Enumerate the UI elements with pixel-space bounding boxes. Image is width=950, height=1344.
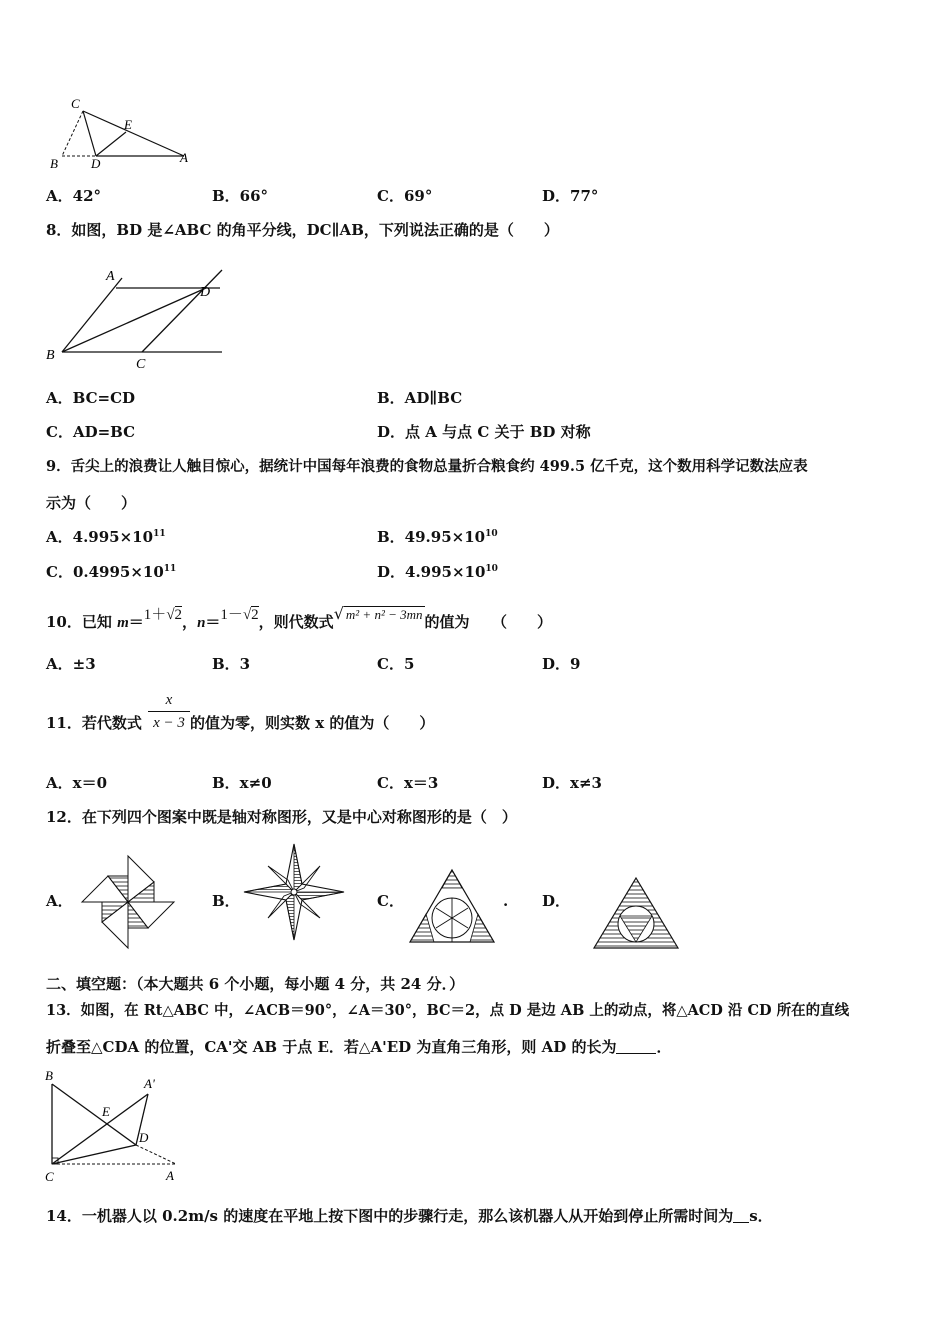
q10-option-d[interactable]: D．9 [542, 655, 581, 673]
q10-suffix: 的值为 （ ） [424, 613, 553, 631]
q7-option-d[interactable]: D．77° [542, 187, 599, 205]
q9-option-a-exp: 11 [153, 529, 166, 539]
q13-label-b: B [45, 1068, 53, 1083]
q12-option-b[interactable]: B． [212, 892, 240, 910]
q11-denominator: x − 3 [153, 715, 185, 731]
q8-label-d: D [200, 285, 211, 300]
q11-option-a[interactable]: A．x＝0 [46, 774, 108, 792]
q13-label-e: E [102, 1104, 110, 1119]
q12-option-d[interactable]: D． [542, 892, 571, 910]
q13-line1: 13．如图，在 Rt△ABC 中，∠ACB＝90°，∠A＝30°，BC＝2，点 D 是边 AB 上的动点，将△ACD 沿 CD 所在的直线 [46, 1002, 850, 1019]
q9-option-b-exp: 10 [485, 529, 498, 539]
q13-answer-blank[interactable] [616, 1037, 656, 1054]
q7-label-a: A [180, 150, 188, 165]
q7-label-e: E [124, 117, 132, 132]
q7-option-b[interactable]: B．66° [212, 187, 269, 205]
q10-radicand: m² + n² − 3mn [345, 607, 423, 622]
q7-triangle-figure [46, 96, 196, 170]
q10-option-c[interactable]: C．5 [377, 655, 415, 673]
q13-label-a: A [166, 1168, 174, 1183]
q10-sqrt-m-value: 2 [174, 607, 183, 623]
section2-title: 二、填空题：（本大题共 6 个小题，每小题 4 分，共 24 分．） [46, 975, 465, 993]
q8-stem: 8．如图，BD 是∠ABC 的角平分线，DC∥AB，下列说法正确的是（ ） [46, 221, 559, 239]
q14-end: s． [749, 1207, 773, 1225]
q13-line2 [46, 1037, 671, 1057]
q13-line2-text: 折叠至△CDA 的位置，CA'交 AB 于点 E．若△A'ED 为直角三角形，则 AD 的长为 [46, 1038, 617, 1056]
q12-option-c[interactable]: C． [377, 892, 404, 910]
radical-sign-icon: √ [166, 607, 175, 623]
q10-stem [46, 598, 552, 630]
q10-m-val: 1＋ [143, 607, 167, 623]
q13-triangle-fold-figure [40, 1068, 190, 1188]
q11-prefix: 11．若代数式 [46, 714, 142, 732]
q7-option-a[interactable]: A．42° [46, 187, 102, 205]
q12-dot: . [503, 892, 509, 910]
q13-label-a-prime: A' [144, 1076, 155, 1091]
q9-option-a-label: A．4.995×10 [46, 528, 154, 546]
q10-sqrt-m [166, 599, 182, 631]
q8-label-c: C [136, 357, 146, 372]
q14-text: 14．一机器人以 0.2m/s 的速度在平地上按下图中的步骤行走，那么该机器人从开始到停止所需时间为 [46, 1207, 734, 1225]
q10-eq1: ＝ [128, 613, 144, 631]
q10-option-b[interactable]: B．3 [212, 655, 251, 673]
q8-label-a: A [106, 269, 115, 284]
q14-stem [46, 1206, 773, 1226]
q11-fraction [148, 690, 190, 733]
q9-stem-line2: 示为（ ） [46, 494, 137, 512]
q10-option-a[interactable]: A．±3 [46, 655, 96, 673]
q12-triangle-circle-figure[interactable] [406, 866, 498, 946]
q12-triangle-inscribed-circle-figure[interactable] [592, 876, 680, 950]
q14-answer-blank[interactable] [733, 1206, 749, 1223]
q9-option-d-exp: 10 [485, 564, 498, 574]
q10-sqrt-n-value: 2 [251, 607, 259, 623]
q10-mid: ，则代数式 [258, 613, 334, 631]
q9-option-c-exp: 11 [163, 564, 177, 574]
q12-stem: 12．在下列四个图案中既是轴对称图形，又是中心对称图形的是（ ） [46, 808, 517, 826]
q10-sqrt-n [243, 599, 259, 631]
radical-sign-icon: √ [333, 604, 344, 623]
q12-compass-star-figure[interactable] [240, 840, 348, 944]
q10-prefix: 10．已知 [46, 613, 118, 631]
q9-stem-line1: 9．舌尖上的浪费让人触目惊心，据统计中国每年浪费的食物总量折合粮食约 499.5 亿千克，这个数用科学记数法应表 [46, 458, 808, 475]
q9-option-c[interactable] [46, 562, 176, 582]
q13-label-c: C [45, 1169, 54, 1184]
q7-label-b: B [50, 156, 58, 170]
q8-option-c[interactable]: C．AD=BC [46, 423, 136, 441]
q8-option-a[interactable]: A．BC=CD [46, 389, 136, 407]
q11-option-d[interactable]: D．x≠3 [542, 774, 602, 792]
q13-end: ． [656, 1038, 672, 1056]
q9-option-b-label: B．49.95×10 [377, 528, 486, 546]
q11-option-b[interactable]: B．x≠0 [212, 774, 272, 792]
q10-radical [334, 598, 425, 632]
q9-option-d[interactable] [377, 562, 498, 582]
q7-option-c[interactable]: C．69° [377, 187, 433, 205]
q9-option-b[interactable] [377, 527, 498, 547]
q9-option-d-label: D．4.995×10 [377, 563, 486, 581]
q11-numerator: x [165, 692, 173, 708]
q7-label-d: D [91, 156, 101, 170]
radical-sign-icon: √ [242, 607, 252, 623]
q10-m-var: m [117, 615, 129, 631]
q10-n-var: n [197, 615, 206, 631]
q12-pinwheel-figure[interactable] [78, 852, 178, 952]
q7-label-c: C [71, 96, 80, 111]
q12-option-a[interactable]: A． [46, 892, 73, 910]
q8-option-d[interactable]: D．点 A 与点 C 关于 BD 对称 [377, 423, 591, 441]
q8-parallelogram-figure [44, 258, 229, 372]
q9-option-c-label: C．0.4995×10 [46, 563, 164, 581]
q10-n-val: 1－ [220, 607, 243, 623]
q11-suffix: 的值为零，则实数 x 的值为（ ） [190, 714, 435, 732]
q10-eq2: ＝ [205, 613, 221, 631]
fraction-bar [148, 711, 190, 712]
q8-label-b: B [46, 348, 55, 363]
q10-comma1: ， [182, 613, 198, 631]
q13-label-d: D [139, 1130, 149, 1145]
q9-option-a[interactable] [46, 527, 166, 547]
q8-option-b[interactable]: B．AD∥BC [377, 389, 463, 407]
q11-option-c[interactable]: C．x＝3 [377, 774, 439, 792]
